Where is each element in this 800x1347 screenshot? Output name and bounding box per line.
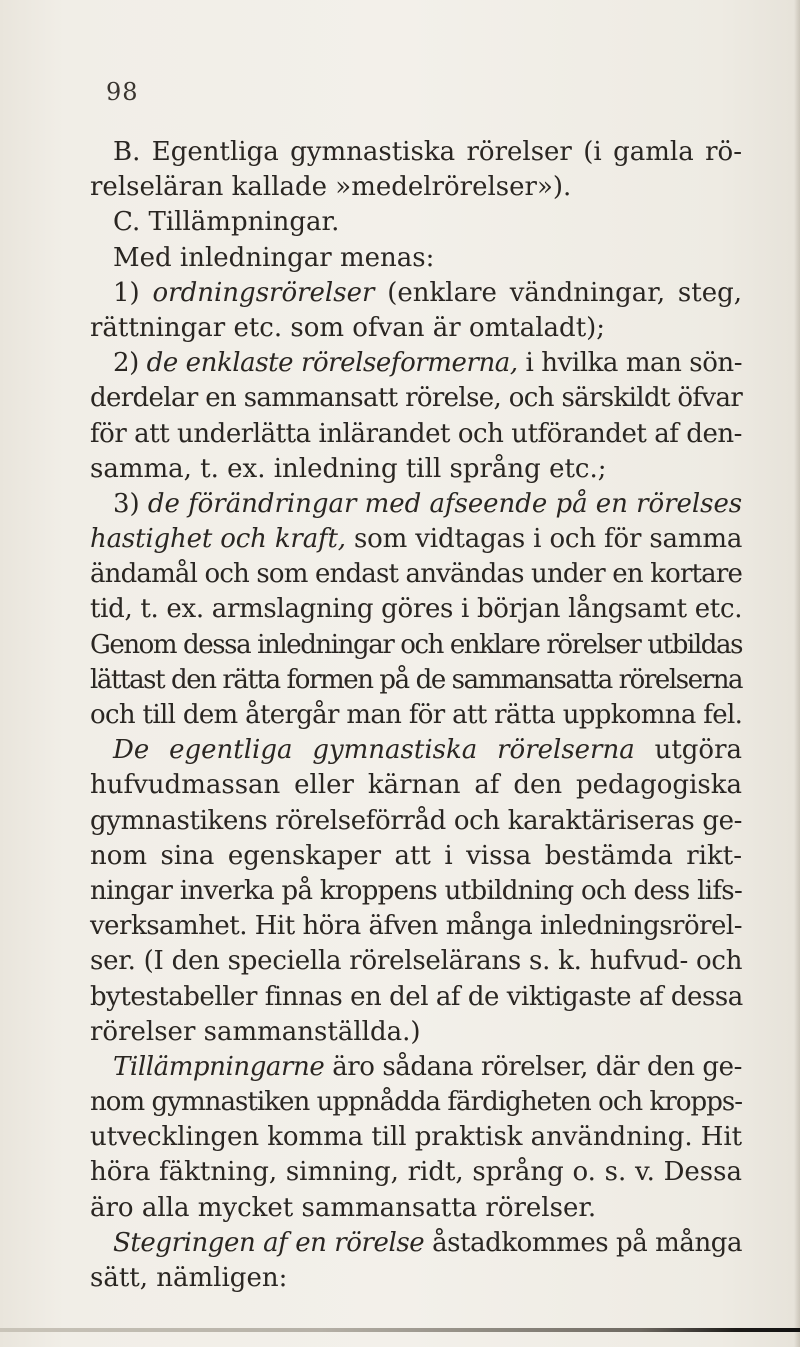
text-line-content: tid, t. ex. armslagning göres i början långsamt etc. [90,594,743,625]
italic-phrase: De egentliga gymnastiska rörelserna [113,735,635,766]
text-line-suffix: utgöra [634,735,743,766]
text-line [90,839,742,874]
text-line [90,1191,742,1226]
body-text [90,135,742,1296]
text-line [90,135,742,170]
text-line-content: och till dem återgår man för att rätta uppkomna fel. [90,700,743,730]
italic-phrase: hastighet och kraft, [90,524,346,555]
text-line [90,346,742,381]
text-line-content: C. Tillämpningar. [113,207,340,238]
text-line [90,733,742,768]
text-line-content: rörelser sammanställda.) [90,1016,421,1047]
italic-phrase: Stegringen af en rörelse [113,1227,425,1258]
text-line-content: lättast den rätta formen på de sammansatta rörelserna [90,664,743,695]
text-line [90,804,742,839]
text-line [90,663,742,698]
text-line-content: gymnastikens rörelseförråd och karaktäriseras ge- [90,805,743,836]
text-line-prefix: 2) [113,348,147,379]
text-line [90,592,742,627]
text-line-suffix: som vidtagas i och för samma [345,524,743,555]
italic-phrase: de enklaste rörelseformerna, [146,348,518,379]
text-line [90,1155,742,1190]
text-line [90,944,742,979]
text-line-content: Med inledningar menas: [113,242,435,273]
text-line [90,1085,742,1120]
text-line-content: hufvudmassan eller kärnan af den pedagogiska [90,770,742,801]
text-line [90,276,742,311]
text-line [90,381,742,416]
text-line [90,1261,742,1296]
text-line-content: höra fäktning, simning, ridt, språng o. s. v. Dessa [90,1157,742,1188]
italic-phrase: ordningsrörelser [152,277,375,308]
text-line [90,1120,742,1155]
text-line [90,768,742,803]
text-line-content: derdelar en sammansatt rörelse, och särskildt öfvar [90,383,743,414]
text-line [90,1226,742,1261]
italic-phrase: Tillämpningarne [113,1051,325,1082]
text-line-suffix: i hvilka man sön- [517,348,743,379]
text-line-content: ningar inverka på kroppens utbildning och dess lifs- [90,875,743,906]
text-line-prefix: 3) [113,488,148,519]
text-line [90,241,742,276]
text-line [90,452,742,487]
text-line-content: utvecklingen komma till praktisk användning. Hit [90,1122,742,1153]
text-line [90,628,742,663]
text-line-content: B. Egentliga gymnastiska rörelser (i gamla rö- [113,137,742,167]
text-line [90,170,742,205]
text-line-prefix: 1) [113,277,153,308]
page-number: 98 [106,78,139,106]
text-line [90,205,742,240]
text-line-content: rättningar etc. som ofvan är omtaladt); [90,312,606,343]
text-line-content: Genom dessa inledningar och enklare rörelser utbildas [90,629,742,660]
text-line-content: äro alla mycket sammansatta rörelser. [90,1192,597,1223]
text-line-content: ändamål och som endast användas under en kortare [90,559,742,590]
text-line [90,417,742,452]
text-line [90,874,742,909]
text-line-content: nom gymnastiken uppnådda färdigheten och kropps- [90,1087,743,1118]
text-line-suffix: äro sådana rörelser, där den ge- [324,1051,742,1082]
text-line [90,557,742,592]
text-line [90,980,742,1015]
text-line-suffix: (enklare vändningar, steg, [374,277,742,308]
text-line [90,1015,742,1050]
text-line-content: nom sina egenskaper att i vissa bestämda rikt- [90,840,742,871]
bottom-edge [0,1328,800,1332]
text-line [90,522,742,557]
text-line-content: samma, t. ex. inledning till språng etc.; [90,453,607,484]
text-line [90,698,742,733]
text-line-content: ser. (I den speciella rörelselärans s. k. hufvud- och [90,946,743,977]
text-line [90,487,742,522]
text-line [90,311,742,346]
text-line [90,909,742,944]
italic-phrase: de förändringar med afseende på en rörelses [147,488,743,519]
text-line [90,1050,742,1085]
page-edge-shadow [794,0,800,1347]
text-line-content: sätt, nämligen: [90,1263,288,1293]
text-line-suffix: åstadkommes på många [424,1227,743,1258]
text-line-content: för att underlätta inlärandet och utförandet af den- [90,418,743,449]
text-line-content: verksamhet. Hit höra äfven många inledningsrörel- [90,911,742,942]
text-line-content: relseläran kallade »medelrörelser»). [90,172,572,203]
text-line-content: bytestabeller finnas en del af de viktigaste af dessa [90,981,743,1012]
